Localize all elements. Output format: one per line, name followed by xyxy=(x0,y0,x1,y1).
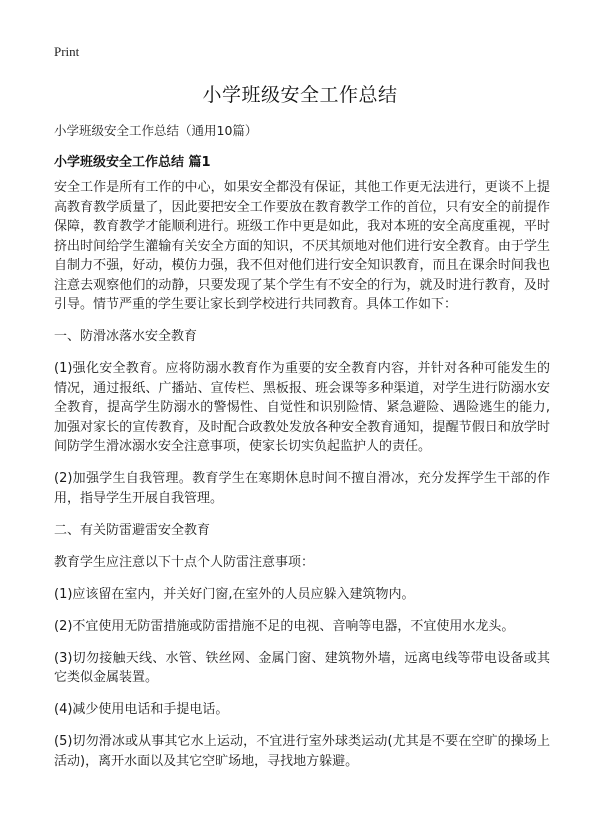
paragraph-item: (1)应该留在室内，并关好门窗,在室外的人员应躲入建筑物内。 xyxy=(54,586,415,602)
paragraph-item: (5)切勿滑冰或从事其它水上运动，不宜进行室外球类运动(尤其是不要在空旷的操场上活动)，离开水面以及其它空旷场地，寻找地方躲避。 xyxy=(54,734,550,769)
document-body xyxy=(54,178,550,784)
subheading-lightning: 二、有关防雷避雷安全教育 xyxy=(54,522,211,538)
paragraph-item: (3)切勿接触天线、水管、铁丝网、金属门窗、建筑物外墙，远离电线等带电设备或其它类似金属装置。 xyxy=(54,650,550,685)
paragraph-item: 教育学生应注意以下十点个人防雷注意事项： xyxy=(54,554,315,570)
intro-paragraph: 安全工作是所有工作的中心，如果安全都没有保证，其他工作更无法进行，更谈不上提高教育教学质量了，因此要把安全工作要放在教育教学工作的首位，只有安全的前提作保障，教育教学才能顺利进行。班级工作中更是如此，我对本班的安全高度重视，平时挤出时间给学生灌输有关安全方面的知识，不厌其烦地对他们进行安全教育。由于学生自制力不强，好动，模仿力强，我不但对他们进行安全知识教育，而且在课余时间我也注意去观察他们的动静，只要发现了某个学生有不安全的行为，就及时进行教育，及时引导。情节严重的学生要让家长到学校进行共同教育。具体工作如下： xyxy=(54,180,550,312)
paragraph-item: (1)强化安全教育。应将防溺水教育作为重要的安全教育内容，并针对各种可能发生的情况，通过报纸、广播站、宣传栏、黑板报、班会课等多种渠道，对学生进行防溺水安全教育，提高学生防溺水的警惕性、自觉性和识别险情、紧急避险、遇险逃生的能力,加强对家长的宣传教育，及时配合政教处发放各种安全教育通知，提醒节假日和放学时间防学生滑冰溺水安全注意事项，使家长切实负起监护人的责任。 xyxy=(54,361,550,454)
section-heading: 小学班级安全工作总结 篇1 xyxy=(54,155,211,170)
paragraph-item: (2)加强学生自我管理。教育学生在寒期休息时间不擅自滑冰，充分发挥学生干部的作用，指导学生开展自我管理。 xyxy=(54,471,550,506)
document-subtitle: 小学班级安全工作总结（通用10篇） xyxy=(54,123,258,138)
subheading-anti-drowning: 一、防滑冰落水安全教育 xyxy=(54,329,198,344)
paragraph-item: (4)减少使用电话和手提电话。 xyxy=(54,702,229,717)
page-title: 小学班级安全工作总结 xyxy=(202,84,398,106)
paragraph-item: (2)不宜使用无防雷措施或防雷措施不足的电视、音响等电器，不宜使用水龙头。 xyxy=(54,618,515,634)
print-link[interactable]: Print xyxy=(54,44,80,59)
